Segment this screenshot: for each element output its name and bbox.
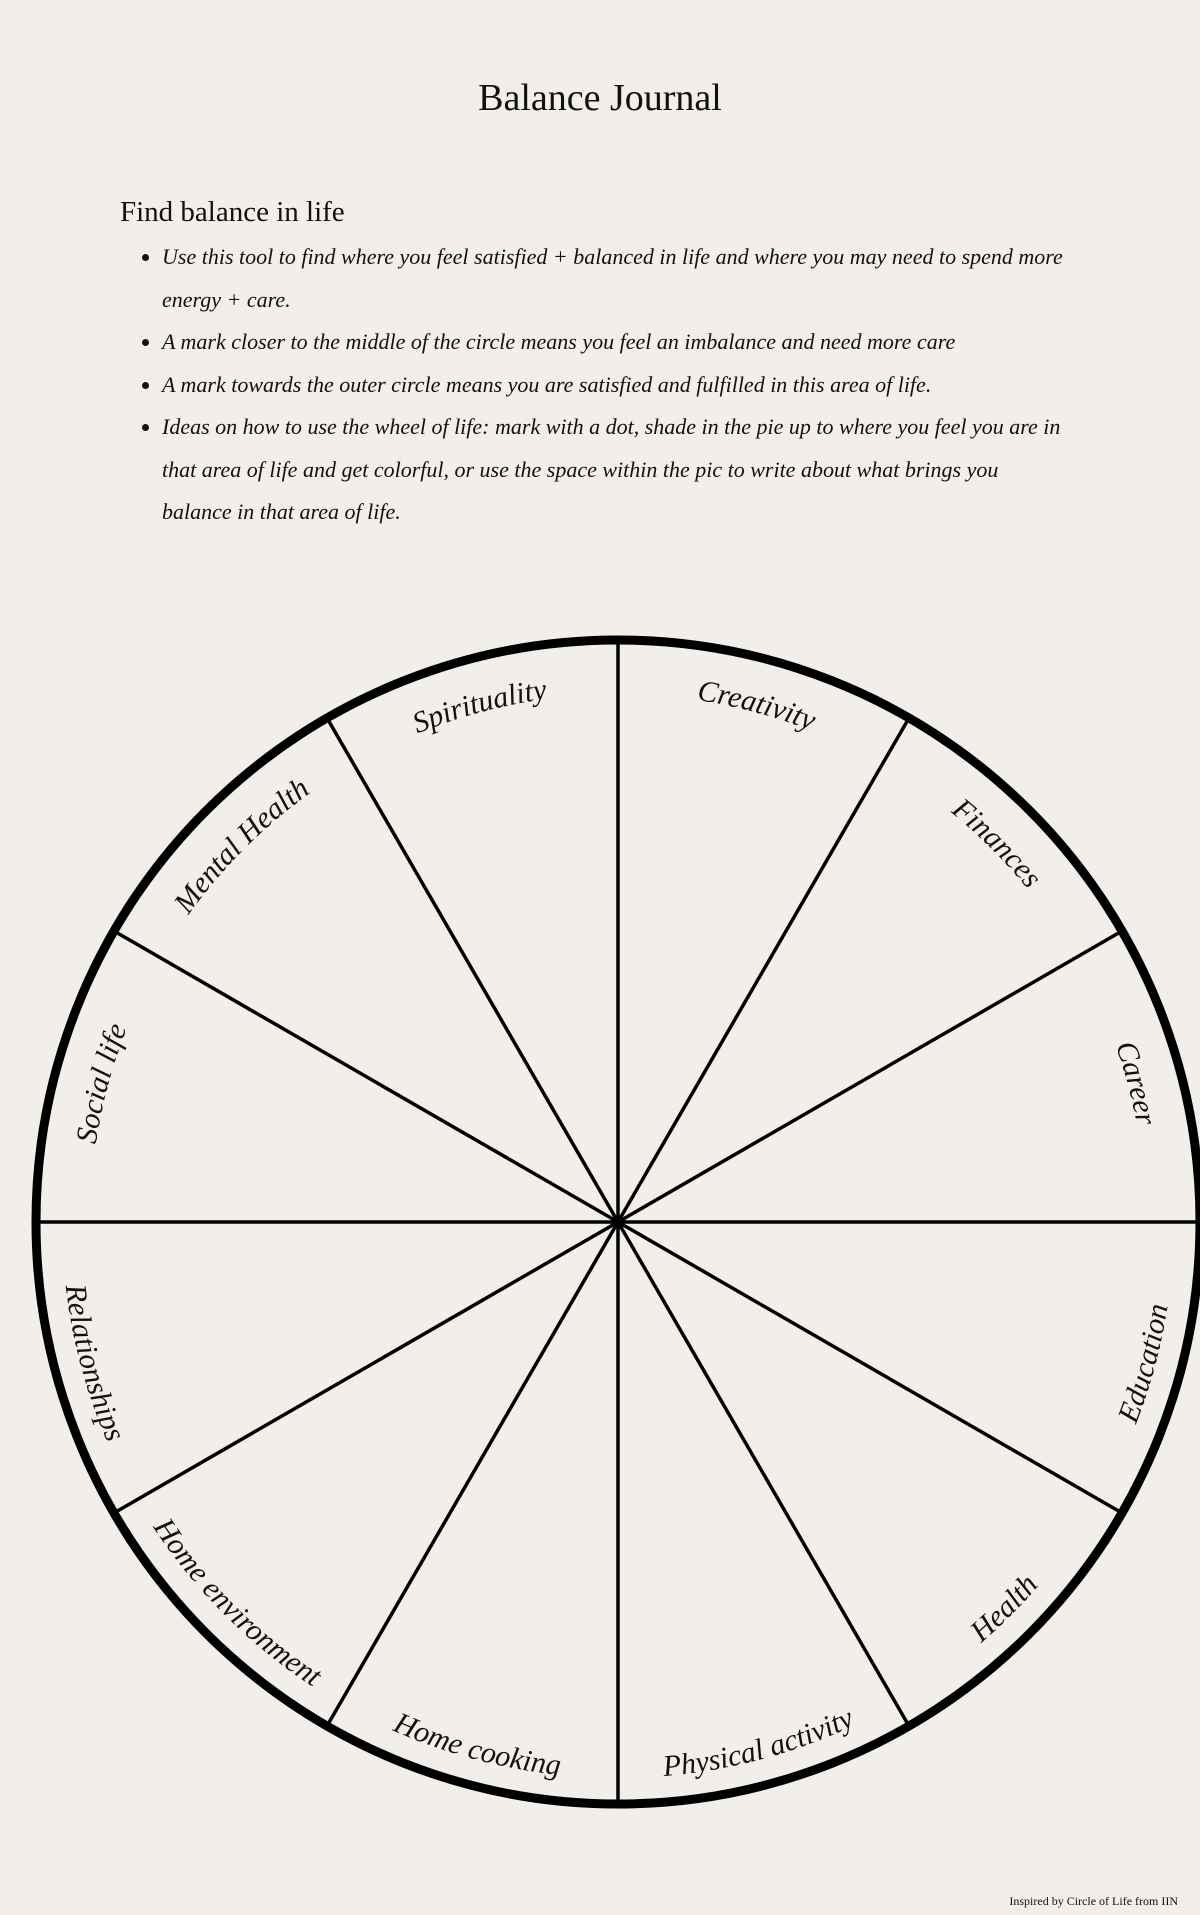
wheel-segment-label: Physical activity <box>661 1701 859 1784</box>
wheel-segment-label: Finances <box>946 791 1049 894</box>
wheel-divider-line <box>114 1222 618 1513</box>
wheel-segment-label: Relationships <box>58 1282 132 1446</box>
wheel-divider-line <box>618 931 1122 1222</box>
wheel-divider-line <box>327 718 618 1222</box>
wheel-dividers <box>36 640 1200 1804</box>
wheel-segment-label: Mental Health <box>167 771 316 920</box>
wheel-divider-line <box>618 1222 909 1726</box>
wheel-segment-label: Home environment <box>147 1512 328 1693</box>
instructions-section <box>120 192 1070 534</box>
wheel-divider-line <box>618 1222 1122 1513</box>
instruction-list <box>120 236 1070 534</box>
wheel-divider-line <box>327 1222 618 1726</box>
wheel-segment-label: Home cooking <box>389 1706 563 1782</box>
wheel-segment-label: Career <box>1108 1037 1163 1128</box>
wheel-segment-label: Education <box>1111 1301 1175 1427</box>
section-heading: Find balance in life <box>120 196 345 228</box>
page-title: Balance Journal <box>478 77 722 119</box>
instruction-item: • A mark towards the outer circle means you are satisfied and fulfilled in this area of life. <box>162 364 1070 407</box>
instruction-item: • A mark closer to the middle of the circle means you feel an imbalance and need more care <box>162 321 1070 364</box>
wheel-segment-label: Social life <box>70 1018 134 1146</box>
instruction-item: • Use this tool to find where you feel satisfied + balanced in life and where you may need to spend more energy + care. <box>162 236 1070 321</box>
wheel-divider-line <box>114 931 618 1222</box>
wheel-segment-label: Health <box>963 1568 1045 1649</box>
instruction-item: • Ideas on how to use the wheel of life: mark with a dot, shade in the pie up to where you feel you are in that area of life and get colorful, or use the space within the pic to write about what brings you balance in that area of life. <box>162 406 1070 534</box>
wheel-segment-label: Spirituality <box>407 672 549 741</box>
wheel-of-life[interactable] <box>0 630 1200 1830</box>
wheel-segment-label: Creativity <box>695 674 821 738</box>
wheel-divider-line <box>618 718 909 1222</box>
credit-note: Inspired by Circle of Life from IIN <box>1009 1894 1178 1908</box>
